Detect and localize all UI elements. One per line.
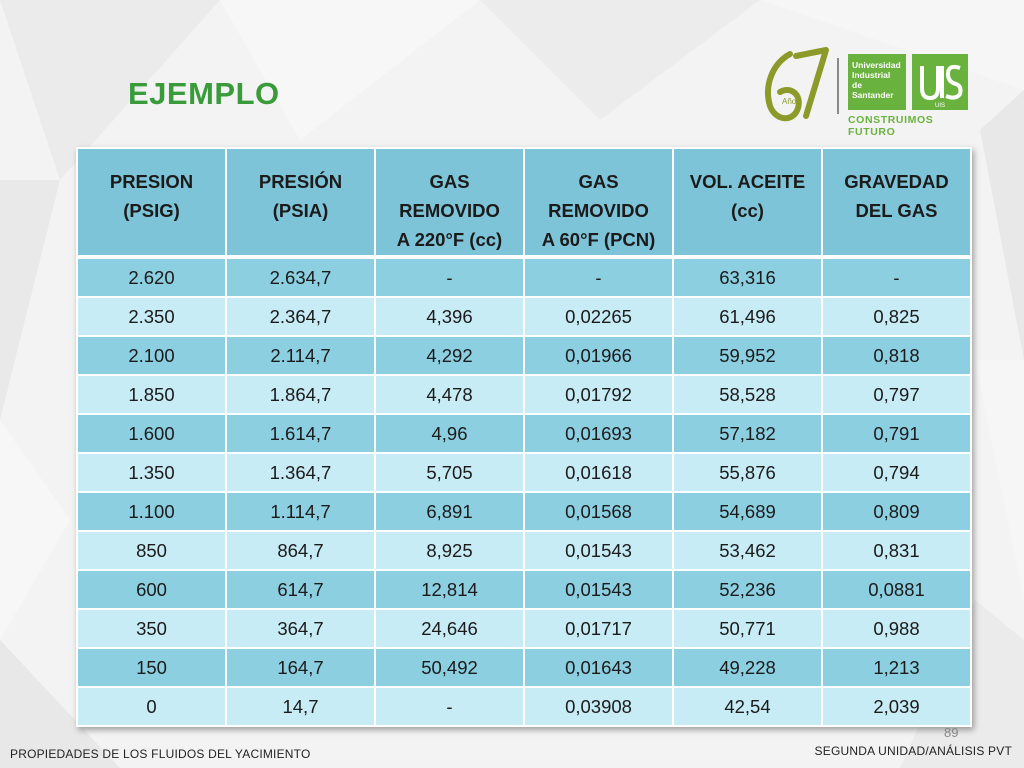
table-cell: 0,01966: [524, 336, 673, 375]
table-row: [77, 257, 971, 297]
table-cell: 0,797: [822, 375, 971, 414]
footer-unit-title: SEGUNDA UNIDAD/ANÁLISIS PVT: [814, 744, 1012, 758]
table-cell: 0: [77, 687, 226, 726]
table-row: [77, 453, 971, 492]
anniversary-67-logo: [760, 46, 830, 126]
table-row: [77, 375, 971, 414]
table-row: [77, 570, 971, 609]
table-cell: 57,182: [673, 414, 822, 453]
table-cell: -: [822, 257, 971, 297]
table-cell: 850: [77, 531, 226, 570]
table-cell: 1.864,7: [226, 375, 375, 414]
table-cell: 0,01643: [524, 648, 673, 687]
anniversary-years-label: Años: [782, 97, 801, 106]
table-cell: 2.100: [77, 336, 226, 375]
table-cell: 54,689: [673, 492, 822, 531]
table-cell: 12,814: [375, 570, 524, 609]
logo-divider: [837, 58, 839, 114]
table-cell: 0,01543: [524, 531, 673, 570]
table-cell: 52,236: [673, 570, 822, 609]
table-cell: 0,831: [822, 531, 971, 570]
table-cell: 600: [77, 570, 226, 609]
university-name-line: Santander: [852, 90, 894, 100]
table-cell: 1.850: [77, 375, 226, 414]
table-cell: 4,292: [375, 336, 524, 375]
table-cell: 0,01568: [524, 492, 673, 531]
table-cell: 59,952: [673, 336, 822, 375]
table-cell: 63,316: [673, 257, 822, 297]
table-cell: 58,528: [673, 375, 822, 414]
table-cell: -: [375, 257, 524, 297]
table-cell: 42,54: [673, 687, 822, 726]
table-row: [77, 414, 971, 453]
table-cell: 350: [77, 609, 226, 648]
table-cell: 164,7: [226, 648, 375, 687]
slide-title: EJEMPLO: [128, 76, 280, 111]
university-name-line: Universidad: [852, 60, 901, 70]
table-row: [77, 531, 971, 570]
table-cell: 53,462: [673, 531, 822, 570]
table-cell: 4,96: [375, 414, 524, 453]
table-cell: 0,01792: [524, 375, 673, 414]
table-row: [77, 687, 971, 726]
table-cell: 50,492: [375, 648, 524, 687]
table-cell: 2.364,7: [226, 297, 375, 336]
table-row: [77, 297, 971, 336]
table-cell: 24,646: [375, 609, 524, 648]
col-header-gas-removido-pcn: GAS REMOVIDO A 60°F (PCN): [524, 148, 673, 257]
table-cell: 2.350: [77, 297, 226, 336]
university-name-block: [848, 54, 906, 110]
table-cell: 14,7: [226, 687, 375, 726]
table-cell: 1.364,7: [226, 453, 375, 492]
page-number: 89: [944, 725, 959, 740]
table-cell: 0,988: [822, 609, 971, 648]
table-header-row: [77, 148, 971, 257]
table-cell: 55,876: [673, 453, 822, 492]
table-cell: 0,794: [822, 453, 971, 492]
table-cell: 0,01717: [524, 609, 673, 648]
table-cell: 0,825: [822, 297, 971, 336]
table-row: [77, 609, 971, 648]
table-cell: 0,0881: [822, 570, 971, 609]
table-body: [77, 257, 971, 726]
table-cell: 0,02265: [524, 297, 673, 336]
table-cell: 5,705: [375, 453, 524, 492]
table-cell: 0,809: [822, 492, 971, 531]
table-cell: -: [524, 257, 673, 297]
table-cell: 0,818: [822, 336, 971, 375]
table-cell: 0,01693: [524, 414, 673, 453]
table-row: [77, 336, 971, 375]
table-cell: 2.114,7: [226, 336, 375, 375]
table-cell: 614,7: [226, 570, 375, 609]
table-cell: 6,891: [375, 492, 524, 531]
table-cell: 8,925: [375, 531, 524, 570]
table-cell: 50,771: [673, 609, 822, 648]
table-cell: 0,791: [822, 414, 971, 453]
uis-logo-mark: [912, 54, 968, 110]
table-cell: 2.634,7: [226, 257, 375, 297]
col-header-presion-psia: PRESIÓN (PSIA): [226, 148, 375, 257]
table-cell: 4,478: [375, 375, 524, 414]
table-cell: 1,213: [822, 648, 971, 687]
col-header-gas-removido-cc: GAS REMOVIDO A 220°F (cc): [375, 148, 524, 257]
table-cell: -: [375, 687, 524, 726]
footer-course-title: PROPIEDADES DE LOS FLUIDOS DEL YACIMIENTO: [10, 747, 311, 761]
table-cell: 150: [77, 648, 226, 687]
col-header-gravedad-gas: GRAVEDAD DEL GAS: [822, 148, 971, 257]
university-tagline: CONSTRUIMOS FUTURO: [848, 114, 934, 138]
table-cell: 61,496: [673, 297, 822, 336]
col-header-vol-aceite: VOL. ACEITE (cc): [673, 148, 822, 257]
col-header-presion-psig: PRESION (PSIG): [77, 148, 226, 257]
table-cell: 1.100: [77, 492, 226, 531]
table-cell: 2.620: [77, 257, 226, 297]
table-cell: 49,228: [673, 648, 822, 687]
table-cell: 864,7: [226, 531, 375, 570]
table-cell: 1.350: [77, 453, 226, 492]
table-cell: 0,01543: [524, 570, 673, 609]
uis-short-label: UIS: [934, 103, 946, 109]
table-cell: 0,01618: [524, 453, 673, 492]
table-cell: 2,039: [822, 687, 971, 726]
pvt-data-table: [76, 147, 972, 727]
table-cell: 1.614,7: [226, 414, 375, 453]
table-cell: 364,7: [226, 609, 375, 648]
table-cell: 1.114,7: [226, 492, 375, 531]
table-cell: 4,396: [375, 297, 524, 336]
table-row: [77, 492, 971, 531]
table-cell: 1.600: [77, 414, 226, 453]
table-cell: 0,03908: [524, 687, 673, 726]
table-row: [77, 648, 971, 687]
university-name-line: Industrial de: [852, 70, 891, 90]
